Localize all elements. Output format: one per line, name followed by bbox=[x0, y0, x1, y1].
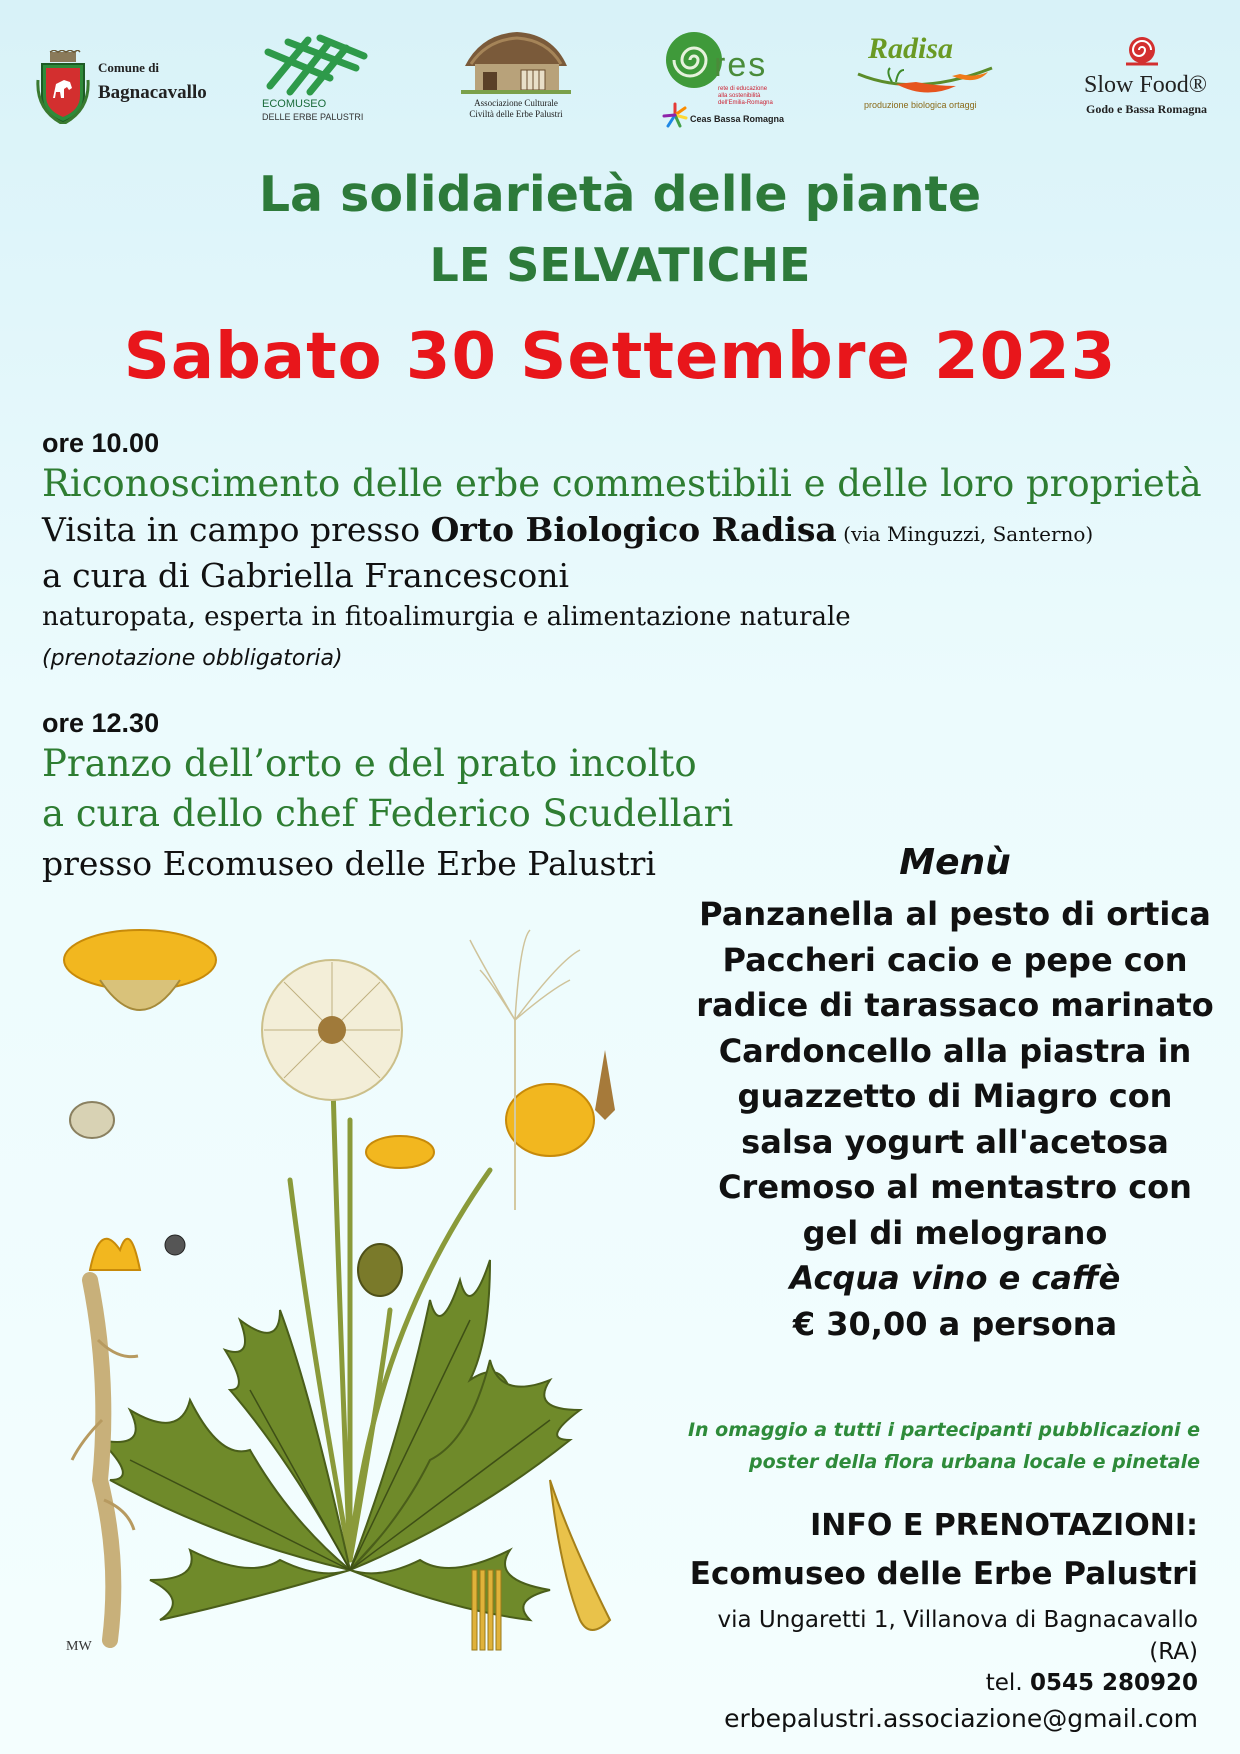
info-address bbox=[717, 1604, 1198, 1668]
illustration-signature: MW bbox=[66, 1639, 92, 1654]
ecomuseo-label: ECOMUSEO bbox=[262, 98, 327, 110]
lunch-heading-line1: Pranzo dell’orto e del prato incolto bbox=[42, 742, 697, 785]
radisa-logo bbox=[852, 28, 1002, 118]
menu-item: salsa yogurt all'acetosa bbox=[741, 1122, 1169, 1161]
associazione-sublabel: Civiltà delle Erbe Palustri bbox=[469, 109, 563, 119]
address-line: via Ungaretti 1, Villanova di Bagnacavallo bbox=[717, 1607, 1198, 1633]
morning-curator: a cura di Gabriella Francesconi bbox=[42, 556, 570, 595]
cres-tagline: rete di educazione alla sostenibilità dell'Emilia-Romagna bbox=[718, 86, 773, 106]
thatched-hut-icon bbox=[461, 28, 571, 94]
menu-item: Panzanella al pesto di ortica bbox=[699, 895, 1211, 933]
info-heading: INFO E PRENOTAZIONI: bbox=[810, 1508, 1198, 1543]
event-subtitle: LE SELVATICHE bbox=[429, 238, 811, 292]
info-phone bbox=[986, 1670, 1198, 1696]
coat-of-arms-icon bbox=[36, 50, 90, 124]
comune-name: Bagnacavallo bbox=[98, 82, 207, 103]
cres-logo bbox=[660, 28, 785, 130]
vegetables-icon bbox=[856, 64, 996, 100]
event-title: La solidarietà delle piante bbox=[258, 166, 982, 223]
booking-note: (prenotazione obbligatoria) bbox=[42, 646, 343, 671]
menu-item: gel di melograno bbox=[802, 1213, 1108, 1252]
comune-bagnacavallo-logo bbox=[28, 44, 238, 130]
ecomuseo-logo bbox=[256, 34, 396, 130]
info-email[interactable]: erbepalustri.associazione@gmail.com bbox=[724, 1704, 1198, 1733]
gift-line: In omaggio a tutti i partecipanti pubblicazioni e bbox=[687, 1419, 1200, 1441]
lunch-time: ore 12.30 bbox=[42, 708, 160, 738]
snail-icon bbox=[1122, 34, 1162, 68]
cres-ceas-label: Ceas Bassa Romagna bbox=[690, 114, 785, 124]
slowfood-name: Slow Food® bbox=[1084, 72, 1207, 98]
menu-item: Paccheri cacio e pepe con bbox=[722, 940, 1188, 979]
info-entity: Ecomuseo delle Erbe Palustri bbox=[689, 1556, 1198, 1592]
associazione-logo bbox=[452, 28, 580, 128]
comune-label: Comune di bbox=[98, 60, 160, 75]
radisa-tagline: produzione biologica ortaggi bbox=[864, 100, 977, 110]
visit-address: (via Minguzzi, Santerno) bbox=[836, 522, 1094, 546]
menu-title: Menù bbox=[899, 842, 1011, 883]
menu-item: Cremoso al mentastro con bbox=[718, 1168, 1192, 1206]
phone-number[interactable]: 0545 280920 bbox=[1029, 1670, 1198, 1696]
radisa-name: Radisa bbox=[868, 32, 954, 65]
woven-reeds-icon bbox=[260, 34, 370, 96]
slowfood-logo bbox=[1078, 32, 1208, 122]
visit-prefix: Visita in campo presso bbox=[42, 510, 431, 549]
slowfood-chapter: Godo e Bassa Romagna bbox=[1086, 102, 1208, 116]
menu-item: radice di tarassaco marinato bbox=[696, 986, 1214, 1024]
menu-list bbox=[690, 892, 1220, 1347]
morning-time: ore 10.00 bbox=[42, 428, 160, 458]
event-date: Sabato 30 Settembre 2023 bbox=[123, 320, 1117, 394]
sunburst-icon bbox=[662, 102, 688, 128]
lunch-heading-line2: a cura dello chef Federico Scudellari bbox=[42, 792, 734, 835]
visit-place: Orto Biologico Radisa bbox=[430, 510, 837, 549]
menu-item: guazzetto di Miagro con bbox=[737, 1077, 1173, 1115]
gift-line: poster della flora urbana locale e pinetale bbox=[749, 1451, 1200, 1473]
associazione-label: Associazione Culturale bbox=[474, 98, 558, 108]
cres-name: res bbox=[714, 46, 768, 84]
menu-item: Cardoncello alla piastra in bbox=[718, 1031, 1192, 1070]
address-line: (RA) bbox=[1149, 1639, 1198, 1665]
menu-price: € 30,00 a persona bbox=[792, 1304, 1118, 1343]
ecomuseo-sublabel: DELLE ERBE PALUSTRI bbox=[262, 112, 364, 122]
curator-description: naturopata, esperta in fitoalimurgia e alimentazione naturale bbox=[42, 602, 851, 632]
gift-note bbox=[640, 1414, 1200, 1478]
dandelion-illustration bbox=[50, 920, 630, 1660]
morning-visit bbox=[42, 510, 1093, 549]
menu-drinks: Acqua vino e caffè bbox=[789, 1259, 1121, 1297]
morning-heading: Riconoscimento delle erbe commestibili e delle loro proprietà bbox=[42, 462, 1202, 505]
phone-label: tel. bbox=[985, 1670, 1030, 1696]
lunch-location: presso Ecomuseo delle Erbe Palustri bbox=[42, 844, 656, 883]
